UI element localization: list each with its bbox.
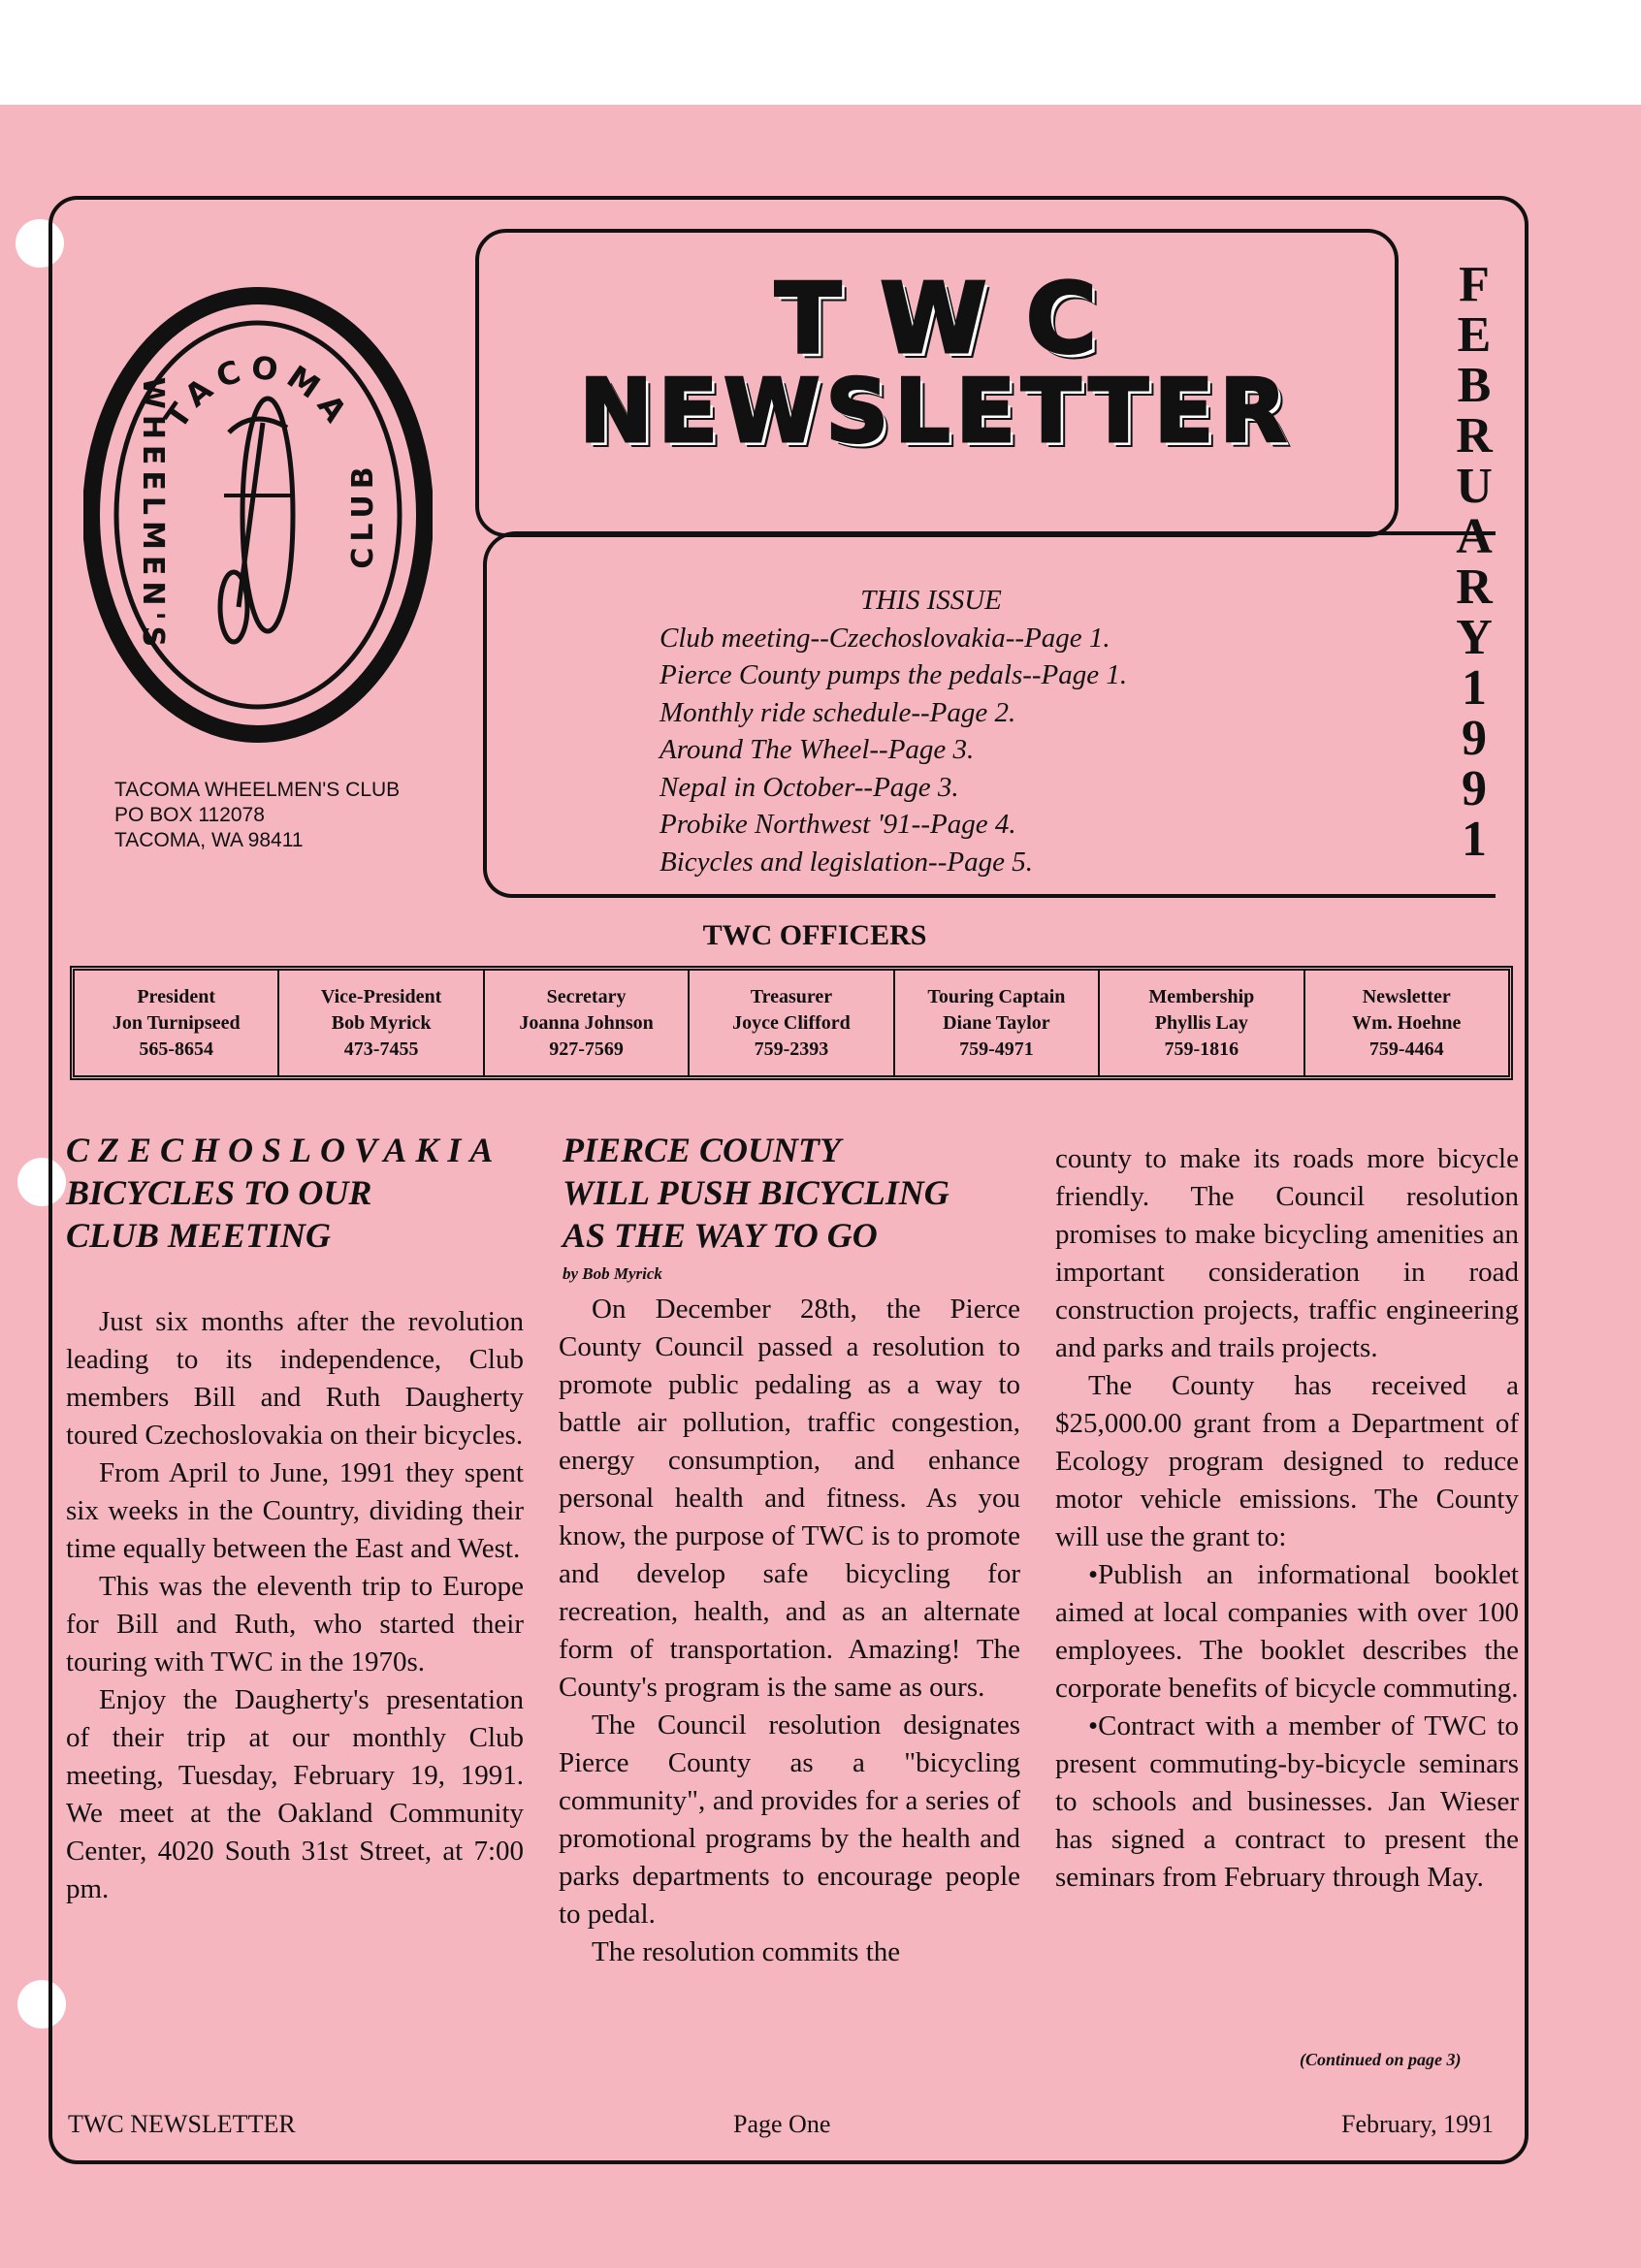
- officer-name: Jon Turnipseed: [112, 1011, 241, 1034]
- officer-role: Treasurer: [750, 985, 833, 1007]
- address-line: PO BOX 112078: [114, 804, 265, 826]
- officer-phone: 759-4971: [959, 1038, 1034, 1060]
- officer-phone: 759-1816: [1164, 1038, 1239, 1060]
- headline-line: AS THE WAY TO GO: [563, 1216, 878, 1255]
- contents-item: Nepal in October--Page 3.: [660, 771, 959, 803]
- contents-item: Club meeting--Czechoslovakia--Page 1.: [660, 622, 1110, 654]
- paragraph: •Publish an informational booklet aimed at local companies with over 100 employees. The booklet describes the corporate benefits of bicycle commuting.: [1055, 1559, 1519, 1704]
- contents-item: Around The Wheel--Page 3.: [660, 734, 975, 765]
- officer-name: Diane Taylor: [943, 1011, 1050, 1034]
- contents-item: Bicycles and legislation--Page 5.: [660, 846, 1033, 878]
- contents-item: Pierce County pumps the pedals--Page 1.: [660, 659, 1128, 690]
- masthead-newsletter: NEWSLETTER: [579, 361, 1293, 463]
- contents-item: Monthly ride schedule--Page 2.: [660, 696, 1016, 728]
- officer-cell: [1305, 971, 1508, 1075]
- officer-name: Joanna Johnson: [519, 1011, 654, 1034]
- club-logo: [83, 287, 433, 743]
- headline-line: WILL PUSH BICYCLING: [563, 1173, 949, 1212]
- officer-phone: 759-4464: [1368, 1038, 1444, 1060]
- footer-page-number: Page One: [733, 2110, 831, 2138]
- logo-text-right: CLUB: [346, 461, 380, 569]
- officer-cell: [895, 971, 1100, 1075]
- this-issue-heading: THIS ISSUE: [860, 585, 1002, 616]
- article2-headline: [563, 1129, 1047, 1257]
- paragraph: On December 28th, the Pierce County Council passed a resolution to promote public pedaling as a way to battle air pollution, traffic congestion, energy consumption, and enhance personal health and fitness. As you know, the purpose of TWC is to promote and develop safe bicycling for recreation, health, and as an alternate form of transportation. Amazing! The County's program is the same as ours.: [559, 1294, 1020, 1703]
- officer-role: Membership: [1148, 985, 1255, 1007]
- this-issue-contents: [660, 582, 1397, 880]
- officer-cell: [1100, 971, 1304, 1075]
- officers-title: TWC OFFICERS: [702, 919, 927, 951]
- headline-line: CZECHOSLOVAKIA: [66, 1131, 502, 1169]
- contents-item: Probike Northwest '91--Page 4.: [660, 809, 1016, 840]
- paragraph: •Contract with a member of TWC to present commuting-by-bicycle seminars to schools and businesses. Jan Wieser has signed a contract to present the seminars from February through May.: [1055, 1710, 1519, 1893]
- paragraph: From April to June, 1991 they spent six weeks in the Country, dividing their time equally between the East and West.: [66, 1457, 524, 1564]
- address-line: TACOMA, WA 98411: [114, 829, 304, 851]
- officer-name: Wm. Hoehne: [1352, 1011, 1462, 1034]
- high-wheel-bicycle-icon: [220, 399, 293, 642]
- article1-headline: [66, 1129, 551, 1257]
- paragraph: The Council resolution designates Pierce County as a "bicycling community", and provides for a series of promotional programs by the health and parks departments to encourage people to pedal.: [559, 1709, 1020, 1930]
- continued-note: (Continued on page 3): [1300, 2050, 1462, 2069]
- address-line: TACOMA WHEELMEN'S CLUB: [114, 779, 401, 801]
- paragraph: Enjoy the Daugherty's presentation of their trip at our monthly Club meeting, Tuesday, February 19, 1991. We meet at the Oakland Community Center, 4020 South 31st Street, at 7:00 pm.: [66, 1684, 524, 1904]
- footer-date: February, 1991: [1341, 2110, 1495, 2138]
- officer-cell: [279, 971, 484, 1075]
- officer-cell: [75, 971, 279, 1075]
- paragraph: county to make its roads more bicycle friendly. The Council resolution promises to make bicycling amenities an important consideration in road construction projects, traffic engineering and parks and trails projects.: [1055, 1143, 1519, 1363]
- officer-role: Secretary: [546, 985, 627, 1007]
- paragraph: This was the eleventh trip to Europe for Bill and Ruth, who started their touring with TWC in the 1970s.: [66, 1571, 524, 1677]
- officer-name: Joyce Clifford: [732, 1011, 851, 1034]
- officer-name: Bob Myrick: [331, 1011, 432, 1034]
- headline-line: CLUB MEETING: [66, 1216, 332, 1255]
- officer-phone: 565-8654: [139, 1038, 214, 1060]
- officer-phone: 927-7569: [549, 1038, 624, 1060]
- paragraph: The resolution commits the: [592, 1936, 901, 1967]
- logo-text-left: WHEELMEN'S: [136, 376, 170, 654]
- officer-role: Newsletter: [1362, 985, 1451, 1007]
- officer-name: Phyllis Lay: [1154, 1011, 1248, 1034]
- article1-body: [66, 1303, 524, 1908]
- officer-role: Touring Captain: [927, 985, 1066, 1007]
- article2-body: [559, 1291, 1020, 1971]
- officer-cell: [485, 971, 690, 1075]
- club-address: [114, 778, 400, 853]
- officer-role: President: [137, 985, 216, 1007]
- paragraph: Just six months after the revolution leading to its independence, Club members Bill and Ruth Daugherty toured Czechoslovakia on their bicycles.: [66, 1306, 524, 1451]
- footer-title: TWC NEWSLETTER: [68, 2110, 296, 2138]
- svg-text:TACOMA: [157, 349, 358, 435]
- officer-role: Vice-President: [320, 985, 442, 1007]
- officer-cell: [690, 971, 894, 1075]
- paragraph: The County has received a $25,000.00 grant from a Department of Ecology program designed to reduce motor vehicle emissions. The County will use the grant to:: [1055, 1370, 1519, 1552]
- headline-line: PIERCE COUNTY: [563, 1131, 842, 1169]
- headline-line: BICYCLES TO OUR: [66, 1173, 372, 1212]
- article2-continued-body: [1055, 1140, 1519, 1897]
- officer-phone: 759-2393: [754, 1038, 829, 1060]
- logo-text-top: TACOMA: [157, 348, 359, 435]
- officers-table: [70, 966, 1513, 1080]
- byline: by Bob Myrick: [563, 1264, 662, 1283]
- issue-month-vertical: F E B R U A R Y 1 9 9 1: [1456, 257, 1493, 867]
- masthead-twc: TWC: [775, 262, 1136, 375]
- officer-phone: 473-7455: [343, 1038, 419, 1060]
